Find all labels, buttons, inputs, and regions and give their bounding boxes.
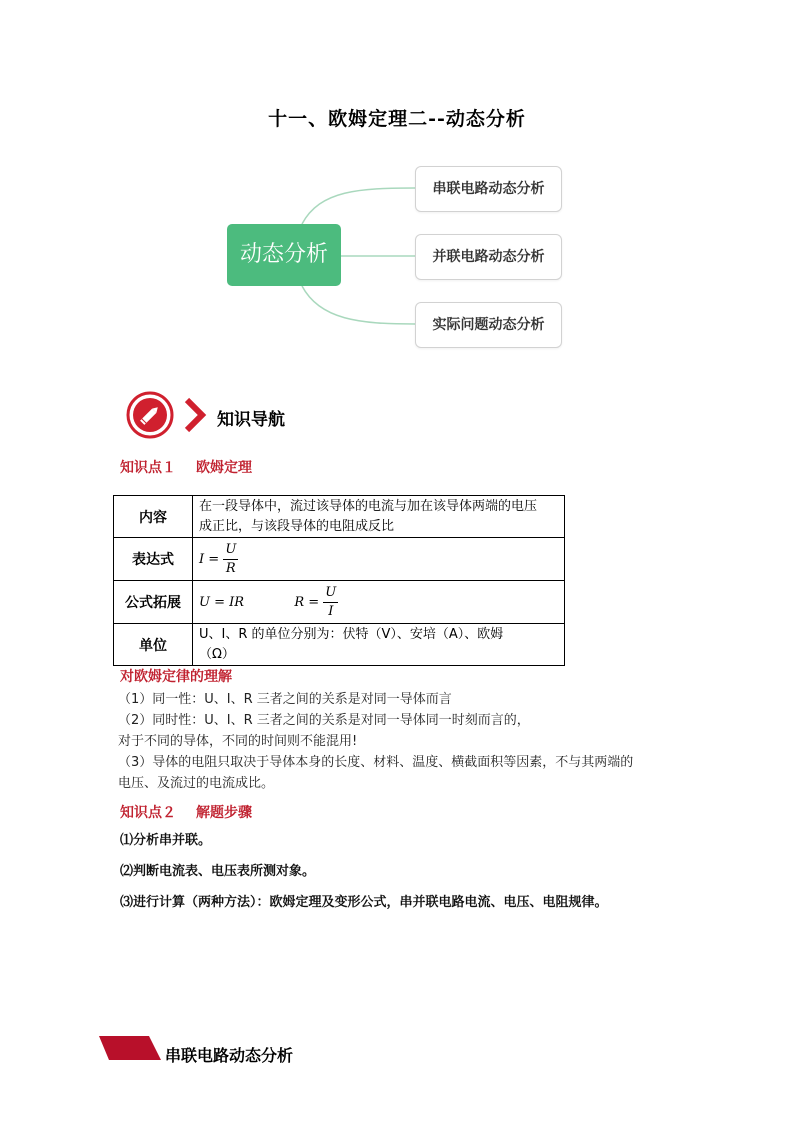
table-row — [114, 581, 565, 624]
understanding-line: 对于不同的导体，不同的时间则不能混用! — [118, 734, 358, 749]
understanding-line: （2）同时性：U、I、R 三者之间的关系是对同一导体同一时刻而言的， — [118, 713, 530, 728]
ohm-law-table — [113, 495, 565, 666]
knowledge-point-2-name: 解题步骤 — [196, 805, 252, 821]
understanding-line: （3）导体的电阻只取决于导体本身的长度、材料、温度、横截面积等因素，不与其两端的 — [118, 755, 634, 770]
fraction-u-over-r: $\frac{U}{R}$ — [225, 541, 237, 576]
table-head-extension: 公式拓展 — [114, 581, 193, 624]
table-cell-extension: U = IR R = $\frac{U}{I}$ — [193, 581, 565, 624]
knowledge-nav-title: 知识导航 — [217, 410, 285, 430]
table-head-unit: 单位 — [114, 624, 193, 666]
table-row — [114, 624, 565, 666]
knowledge-point-2 — [120, 802, 252, 822]
knowledge-point-1-label: 知识点１ — [120, 460, 176, 476]
understanding-line: （1）同一性：U、I、R 三者之间的关系是对同一导体而言 — [118, 692, 452, 707]
table-cell-unit: U、I、R 的单位分别为：伏特（V）、安培（A）、欧姆 （Ω） — [193, 624, 565, 666]
understanding-title: 对欧姆定律的理解 — [120, 669, 232, 685]
step-item: ⑶进行计算（两种方法）：欧姆定理及变形公式，串并联电路电流、电压、电阻规律。 — [120, 895, 608, 910]
mindmap-node-series: 串联电路动态分析 — [415, 166, 562, 212]
mindmap-node-practical: 实际问题动态分析 — [415, 302, 562, 348]
fraction-u-over-i: $\frac{U}{I}$ — [325, 584, 337, 619]
mindmap-connectors — [0, 0, 794, 400]
table-cell-content: 在一段导体中，流过该导体的电流与加在该导体两端的电压 成正比，与该段导体的电阻成反比 — [193, 496, 565, 538]
section-tab-icon — [99, 1036, 161, 1060]
table-head-expression: 表达式 — [114, 538, 193, 581]
pencil-icon — [126, 391, 174, 439]
knowledge-point-1 — [120, 457, 252, 477]
table-row — [114, 538, 565, 581]
table-cell-expression: I = $\frac{U}{R}$ — [193, 538, 565, 581]
mindmap-node-parallel: 并联电路动态分析 — [415, 234, 562, 280]
understanding-line: 电压、及流过的电流成比。 — [118, 776, 275, 791]
mindmap-center-node: 动态分析 — [227, 224, 341, 286]
table-row — [114, 496, 565, 538]
page-title: 十一、欧姆定理二--动态分析 — [268, 108, 526, 130]
knowledge-point-1-name: 欧姆定理 — [196, 460, 252, 476]
step-item: ⑴分析串并联。 — [120, 833, 212, 848]
step-item: ⑵判断电流表、电压表所测对象。 — [120, 864, 316, 879]
table-head-content: 内容 — [114, 496, 193, 538]
knowledge-point-2-label: 知识点２ — [120, 805, 176, 821]
section-title: 串联电路动态分析 — [165, 1046, 294, 1065]
chevron-right-icon — [182, 396, 208, 434]
